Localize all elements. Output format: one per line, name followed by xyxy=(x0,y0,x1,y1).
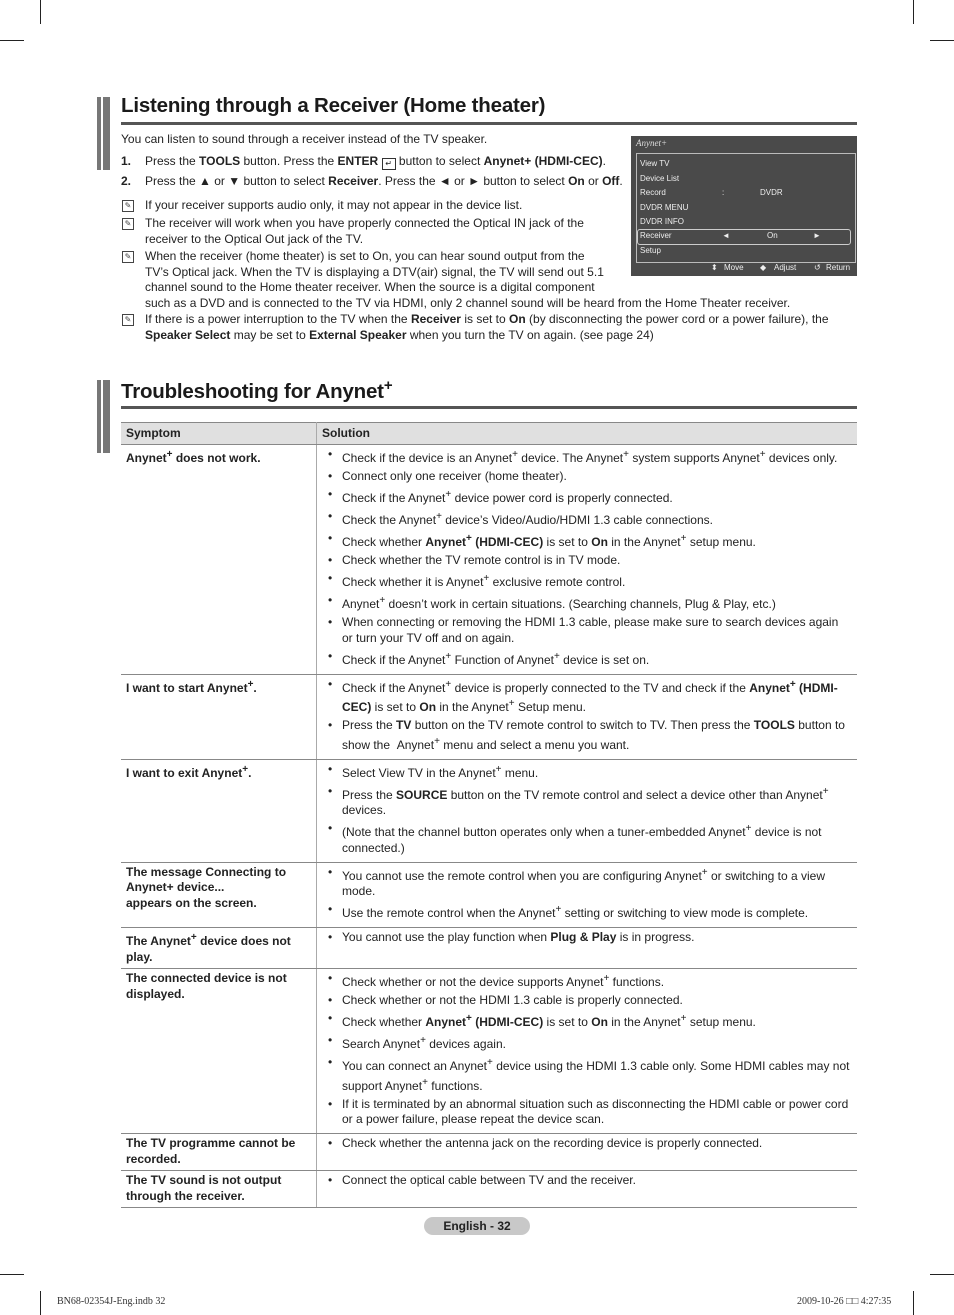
osd-item-setup: Setup xyxy=(640,246,661,255)
solution-item: • (Note that the channel button operates only when a tuner-embedded Anynet+ device is not connected.) xyxy=(342,821,852,856)
section-title-receiver: Listening through a Receiver (Home theater) xyxy=(121,94,546,117)
solution-item: • Check whether it is Anynet+ exclusive remote control. xyxy=(342,571,852,591)
table-row xyxy=(121,445,857,675)
crop-mark xyxy=(930,1274,954,1275)
solution-cell xyxy=(317,674,858,759)
left-arrow-icon: ◄ xyxy=(722,231,730,240)
solution-cell xyxy=(317,1171,858,1208)
solution-cell xyxy=(317,1134,858,1171)
note-icon: ✎ xyxy=(122,251,134,263)
solution-item: • Use the remote control when the Anynet+ setting or switching to view mode is complete. xyxy=(342,902,852,922)
section-marker xyxy=(97,380,101,453)
solution-item: • Check whether the TV remote control is in TV mode. xyxy=(342,553,852,569)
table-row xyxy=(121,759,857,862)
crop-mark xyxy=(40,0,41,24)
print-info-left: BN68-02354J-Eng.indb 32 xyxy=(57,1296,166,1307)
solution-item: • When connecting or removing the HDMI 1.3 cable, please make sure to search devices again or turn your TV off and on again. xyxy=(342,615,852,646)
note-icon: ✎ xyxy=(122,314,134,326)
crop-mark xyxy=(0,1274,24,1275)
solution-header: Solution xyxy=(317,423,858,445)
solution-item: • Check whether Anynet+ (HDMI-CEC) is set to On in the Anynet+ setup menu. xyxy=(342,1011,852,1031)
section-marker xyxy=(103,380,110,453)
solution-list xyxy=(322,677,852,754)
solution-item: • Check if the Anynet+ device power cord is properly connected. xyxy=(342,487,852,507)
solution-list xyxy=(322,762,852,857)
solution-list xyxy=(322,1136,852,1152)
solution-item: • If it is terminated by an abnormal situation such as disconnecting the HDMI cable or power cord or a power failure, please repeat the device scan. xyxy=(342,1097,852,1128)
osd-footer-move: Move xyxy=(724,263,744,272)
table-row xyxy=(121,862,857,928)
solution-item: • Search Anynet+ devices again. xyxy=(342,1033,852,1053)
solution-item: • Press the TV button on the TV remote control to switch to TV. Then press the TOOLS button to show the Anynet+ menu and select a menu you want. xyxy=(342,718,852,753)
table-row xyxy=(121,1171,857,1208)
anynet-logo: Anynet+ xyxy=(636,138,668,148)
intro-text: You can listen to sound through a receiver instead of the TV speaker. xyxy=(121,132,488,146)
symptom-cell: The connected device is not displayed. xyxy=(121,969,317,1134)
osd-item-dvdr-info: DVDR INFO xyxy=(640,217,684,226)
osd-receiver-value: On xyxy=(767,231,778,240)
move-icon: ⬍ xyxy=(711,263,718,272)
solution-list xyxy=(322,1173,852,1189)
section-title-sup: + xyxy=(383,377,393,394)
adjust-icon: ◆ xyxy=(760,263,767,272)
solution-cell xyxy=(317,445,858,675)
solution-cell xyxy=(317,969,858,1134)
solution-item: • Connect only one receiver (home theater). xyxy=(342,469,852,485)
solution-item: • Check whether or not the HDMI 1.3 cable is properly connected. xyxy=(342,993,852,1009)
symptom-header: Symptom xyxy=(121,423,317,445)
crop-mark xyxy=(913,1291,914,1315)
solution-cell xyxy=(317,759,858,862)
solution-item: • Check the Anynet+ device’s Video/Audio/HDMI 1.3 cable connections. xyxy=(342,509,852,529)
solution-item: • You cannot use the remote control when you are configuring Anynet+ or switching to a view mode. xyxy=(342,865,852,900)
solution-item: • Check whether Anynet+ (HDMI-CEC) is set to On in the Anynet+ setup menu. xyxy=(342,531,852,551)
osd-footer-adjust: Adjust xyxy=(774,263,797,272)
osd-record-value: DVDR xyxy=(760,188,783,197)
section-title-troubleshooting xyxy=(121,377,392,404)
solution-list xyxy=(322,447,852,668)
solution-item: • You cannot use the play function when Plug & Play is in progress. xyxy=(342,930,852,946)
section-rule xyxy=(121,406,857,409)
solution-item: • Anynet+ doesn’t work in certain situations. (Searching channels, Plug & Play, etc.) xyxy=(342,593,852,613)
step-text: Press the ▲ or ▼ button to select Receiver. Press the ◄ or ► button to select On or Off. xyxy=(145,174,623,188)
solution-list xyxy=(322,930,852,946)
osd-record-sep: : xyxy=(722,188,725,197)
troubleshooting-table xyxy=(121,422,857,1208)
note-icon: ✎ xyxy=(122,200,134,212)
crop-mark xyxy=(0,40,24,41)
section-title-text: Troubleshooting for Anynet xyxy=(121,379,384,403)
solution-item: • You can connect an Anynet+ device using the HDMI 1.3 cable only. Some HDMI cables may not support Anynet+ functions. xyxy=(342,1055,852,1094)
crop-mark xyxy=(930,40,954,41)
solution-item: • Check whether the antenna jack on the recording device is properly connected. xyxy=(342,1136,852,1152)
right-arrow-icon: ► xyxy=(813,231,821,240)
solution-list xyxy=(322,865,852,922)
symptom-cell: Anynet+ does not work. xyxy=(121,445,317,675)
note-text: When the receiver (home theater) is set to On, you can hear sound output from the TV’s Optical jack. When the TV is displaying a DTV(air) signal, the TV will send out 5.1 channel sound to the Home theater receiver. When the source is a digital component such as a DVD and is connected to the TV via HDMI, only 2 channel sound will be heard from the Home Theater receiver. xyxy=(145,249,791,310)
table-row xyxy=(121,674,857,759)
table-header-row xyxy=(121,423,857,445)
table-row xyxy=(121,928,857,969)
solution-item: • Check whether or not the device supports Anynet+ functions. xyxy=(342,971,852,991)
note-text: If there is a power interruption to the TV when the Receiver is set to On (by disconnecting the power cord or a power failure), the Speaker Select may be set to External Speaker when you turn the TV on again. (see page 24) xyxy=(145,312,829,342)
table-row xyxy=(121,1134,857,1171)
page-number-badge: English - 32 xyxy=(424,1217,530,1235)
symptom-cell: The Anynet+ device does not play. xyxy=(121,928,317,969)
osd-item-record: Record xyxy=(640,188,666,197)
symptom-cell: I want to exit Anynet+. xyxy=(121,759,317,862)
osd-footer-return: Return xyxy=(826,263,851,272)
symptom-cell: The TV programme cannot be recorded. xyxy=(121,1134,317,1171)
note-text: The receiver will work when you have properly connected the Optical IN jack of the receiver to the Optical Out jack of the TV. xyxy=(145,216,584,246)
print-info-right: 2009-10-26 □□ 4:27:35 xyxy=(797,1296,892,1307)
crop-mark xyxy=(40,1291,41,1315)
step-text: Press the TOOLS button. Press the ENTER ↵ button to select Anynet+ (HDMI-CEC). xyxy=(145,154,606,168)
solution-item: • Connect the optical cable between TV and the receiver. xyxy=(342,1173,852,1189)
section-marker xyxy=(103,97,110,170)
solution-item: • Select View TV in the Anynet+ menu. xyxy=(342,762,852,782)
solution-item: • Check if the device is an Anynet+ device. The Anynet+ system supports Anynet+ devices only. xyxy=(342,447,852,467)
solution-item: • Check if the Anynet+ Function of Anynet+ device is set on. xyxy=(342,649,852,669)
solution-list xyxy=(322,971,852,1128)
osd-item-view-tv: View TV xyxy=(640,159,670,168)
return-icon: ↺ xyxy=(814,263,821,272)
osd-item-device-list: Device List xyxy=(640,174,680,183)
step-number: 1. xyxy=(121,154,132,168)
note-icon: ✎ xyxy=(122,218,134,230)
crop-mark xyxy=(913,0,914,24)
solution-item: • Press the SOURCE button on the TV remote control and select a device other than Anynet+ devices. xyxy=(342,784,852,819)
step-number: 2. xyxy=(121,174,132,188)
section-rule xyxy=(121,122,857,125)
symptom-cell: I want to start Anynet+. xyxy=(121,674,317,759)
solution-cell xyxy=(317,862,858,928)
section-marker xyxy=(97,97,101,170)
osd-item-receiver: Receiver xyxy=(640,231,672,240)
symptom-cell: The message Connecting to Anynet+ device... appears on the screen. xyxy=(121,862,317,928)
symptom-cell: The TV sound is not output through the receiver. xyxy=(121,1171,317,1208)
osd-item-dvdr-menu: DVDR MENU xyxy=(640,203,689,212)
solution-item: • Check if the Anynet+ device is properly connected to the TV and check if the Anynet+ (HDMI-CEC) is set to On in the Anynet+ Setup menu. xyxy=(342,677,852,716)
solution-cell xyxy=(317,928,858,969)
table-row xyxy=(121,969,857,1134)
note-text: If your receiver supports audio only, it may not appear in the device list. xyxy=(145,198,523,212)
